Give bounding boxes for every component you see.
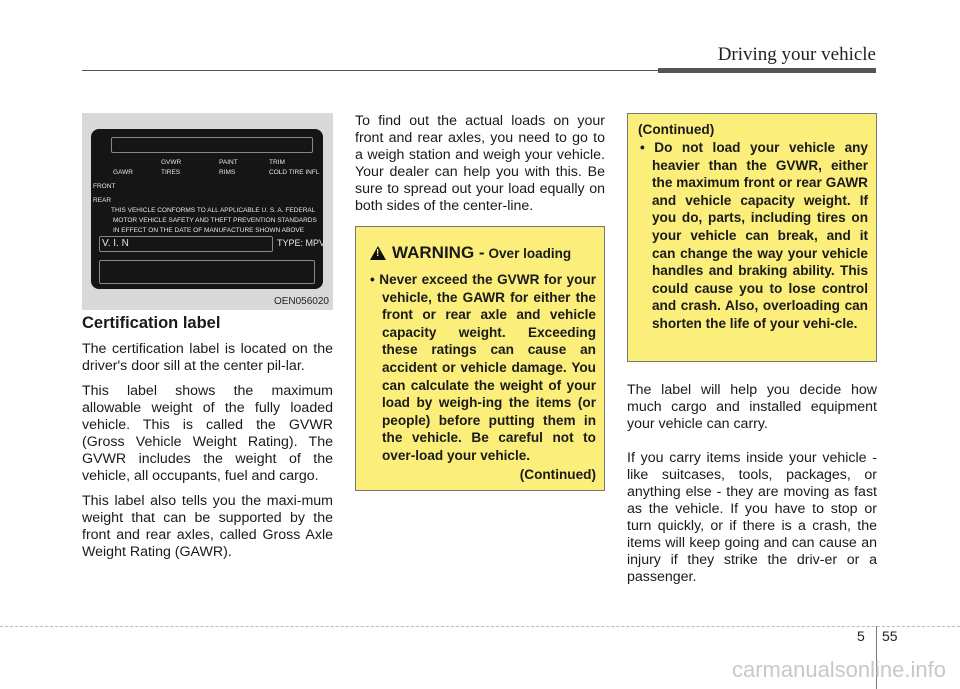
plate-field	[99, 260, 315, 284]
page-header-title: Driving your vehicle	[717, 44, 876, 65]
plate-paint: PAINT	[219, 159, 238, 166]
paragraph: The label will help you decide how much cargo and installed equipment your vehicle can carry.	[627, 382, 877, 432]
plate-type: TYPE: MPV	[277, 238, 326, 248]
warning-title	[370, 243, 596, 263]
chapter-number: 5	[857, 628, 865, 644]
plate-trim: TRIM	[269, 159, 285, 166]
warning-label: WARNING -	[392, 243, 485, 262]
plate-vin: V. I. N	[102, 238, 129, 249]
plate-conform-3: IN EFFECT ON THE DATE OF MANUFACTURE SHOWN ABOVE	[113, 227, 305, 234]
page-number: 55	[882, 628, 898, 644]
warning-continued: (Continued)	[519, 466, 596, 482]
left-column	[82, 314, 333, 569]
plate-gvwr: GVWR	[161, 159, 182, 166]
plate-gawr: GAWR	[113, 169, 133, 176]
warning-text: • Never exceed the GVWR for your vehicle, the GAWR for either the front or rear axle and vehicle capacity weight. Exceeding these ratings can cause an accident or vehicle damage. You can calculate the weight of your load by weigh-ing the items (or people) before putting them in the vehicle. Be careful not to over-load your vehicle.	[370, 272, 596, 463]
continued-title: (Continued)	[638, 122, 715, 137]
continued-text: • Do not load your vehicle any heavier than the GVWR, either the maximum front or rear GAWR and vehicle capacity weight. If you do, parts, including tires on your vehicle can break, and it can change the way your vehicle handles and braking ability. This could cause you to lose control and crash. Also, overloading can shorten the life of your vehi-cle.	[640, 140, 868, 331]
plate-rims: RIMS	[219, 169, 236, 176]
paragraph: The certification label is located on the driver's door sill at the center pil-lar.	[82, 341, 333, 374]
paragraph: If you carry items inside your vehicle - like suitcases, tools, packages, or anything else - they are moving as fast as the vehicle. If you have to stop or turn quickly, or if there is a crash, the items will keep going and can cause an injury if they strike the driv-er or a passenger.	[627, 450, 877, 585]
plate-field	[111, 137, 313, 153]
figure-code: OEN056020	[273, 296, 329, 307]
warning-triangle-icon	[370, 246, 386, 260]
watermark: carmanualsonline.info	[731, 657, 946, 682]
footer-rule	[0, 626, 960, 627]
plate-rear: REAR	[93, 197, 112, 204]
section-heading: Certification label	[82, 314, 221, 332]
header-rule-accent	[658, 68, 876, 73]
plate-conform-2: MOTOR VEHICLE SAFETY AND THEFT PREVENTION STANDARDS	[113, 217, 317, 224]
label-plate-image	[91, 129, 326, 289]
plate-conform-1: THIS VEHICLE CONFORMS TO ALL APPLICABLE U. S. A. FEDERAL	[111, 207, 316, 214]
paragraph: To find out the actual loads on your front and rear axles, you need to go to a weigh station and weigh your vehicle. Your dealer can help you with this. Be sure to spread out your load equally on both sides of the center-line.	[355, 113, 605, 214]
plate-front: FRONT	[93, 183, 116, 190]
plate-cold-tire: COLD TIRE INFL	[269, 169, 320, 176]
right-column	[627, 382, 877, 603]
paragraph: This label also tells you the maxi-mum weight that can be supported by the front and rear axles, called Gross Axle Weight Rating (GAWR).	[82, 493, 333, 560]
certification-label-figure	[82, 113, 333, 310]
paragraph: This label shows the maximum allowable weight of the fully loaded vehicle. This is called the GVWR (Gross Vehicle Weight Rating). The GVWR includes the weight of the vehicle, all occupants, fuel and cargo.	[82, 383, 333, 484]
middle-column	[355, 113, 605, 223]
warning-subtitle: Over loading	[488, 245, 572, 261]
warning-continued-box	[627, 113, 877, 362]
plate-tires: TIRES	[161, 169, 181, 176]
warning-box	[355, 226, 605, 491]
